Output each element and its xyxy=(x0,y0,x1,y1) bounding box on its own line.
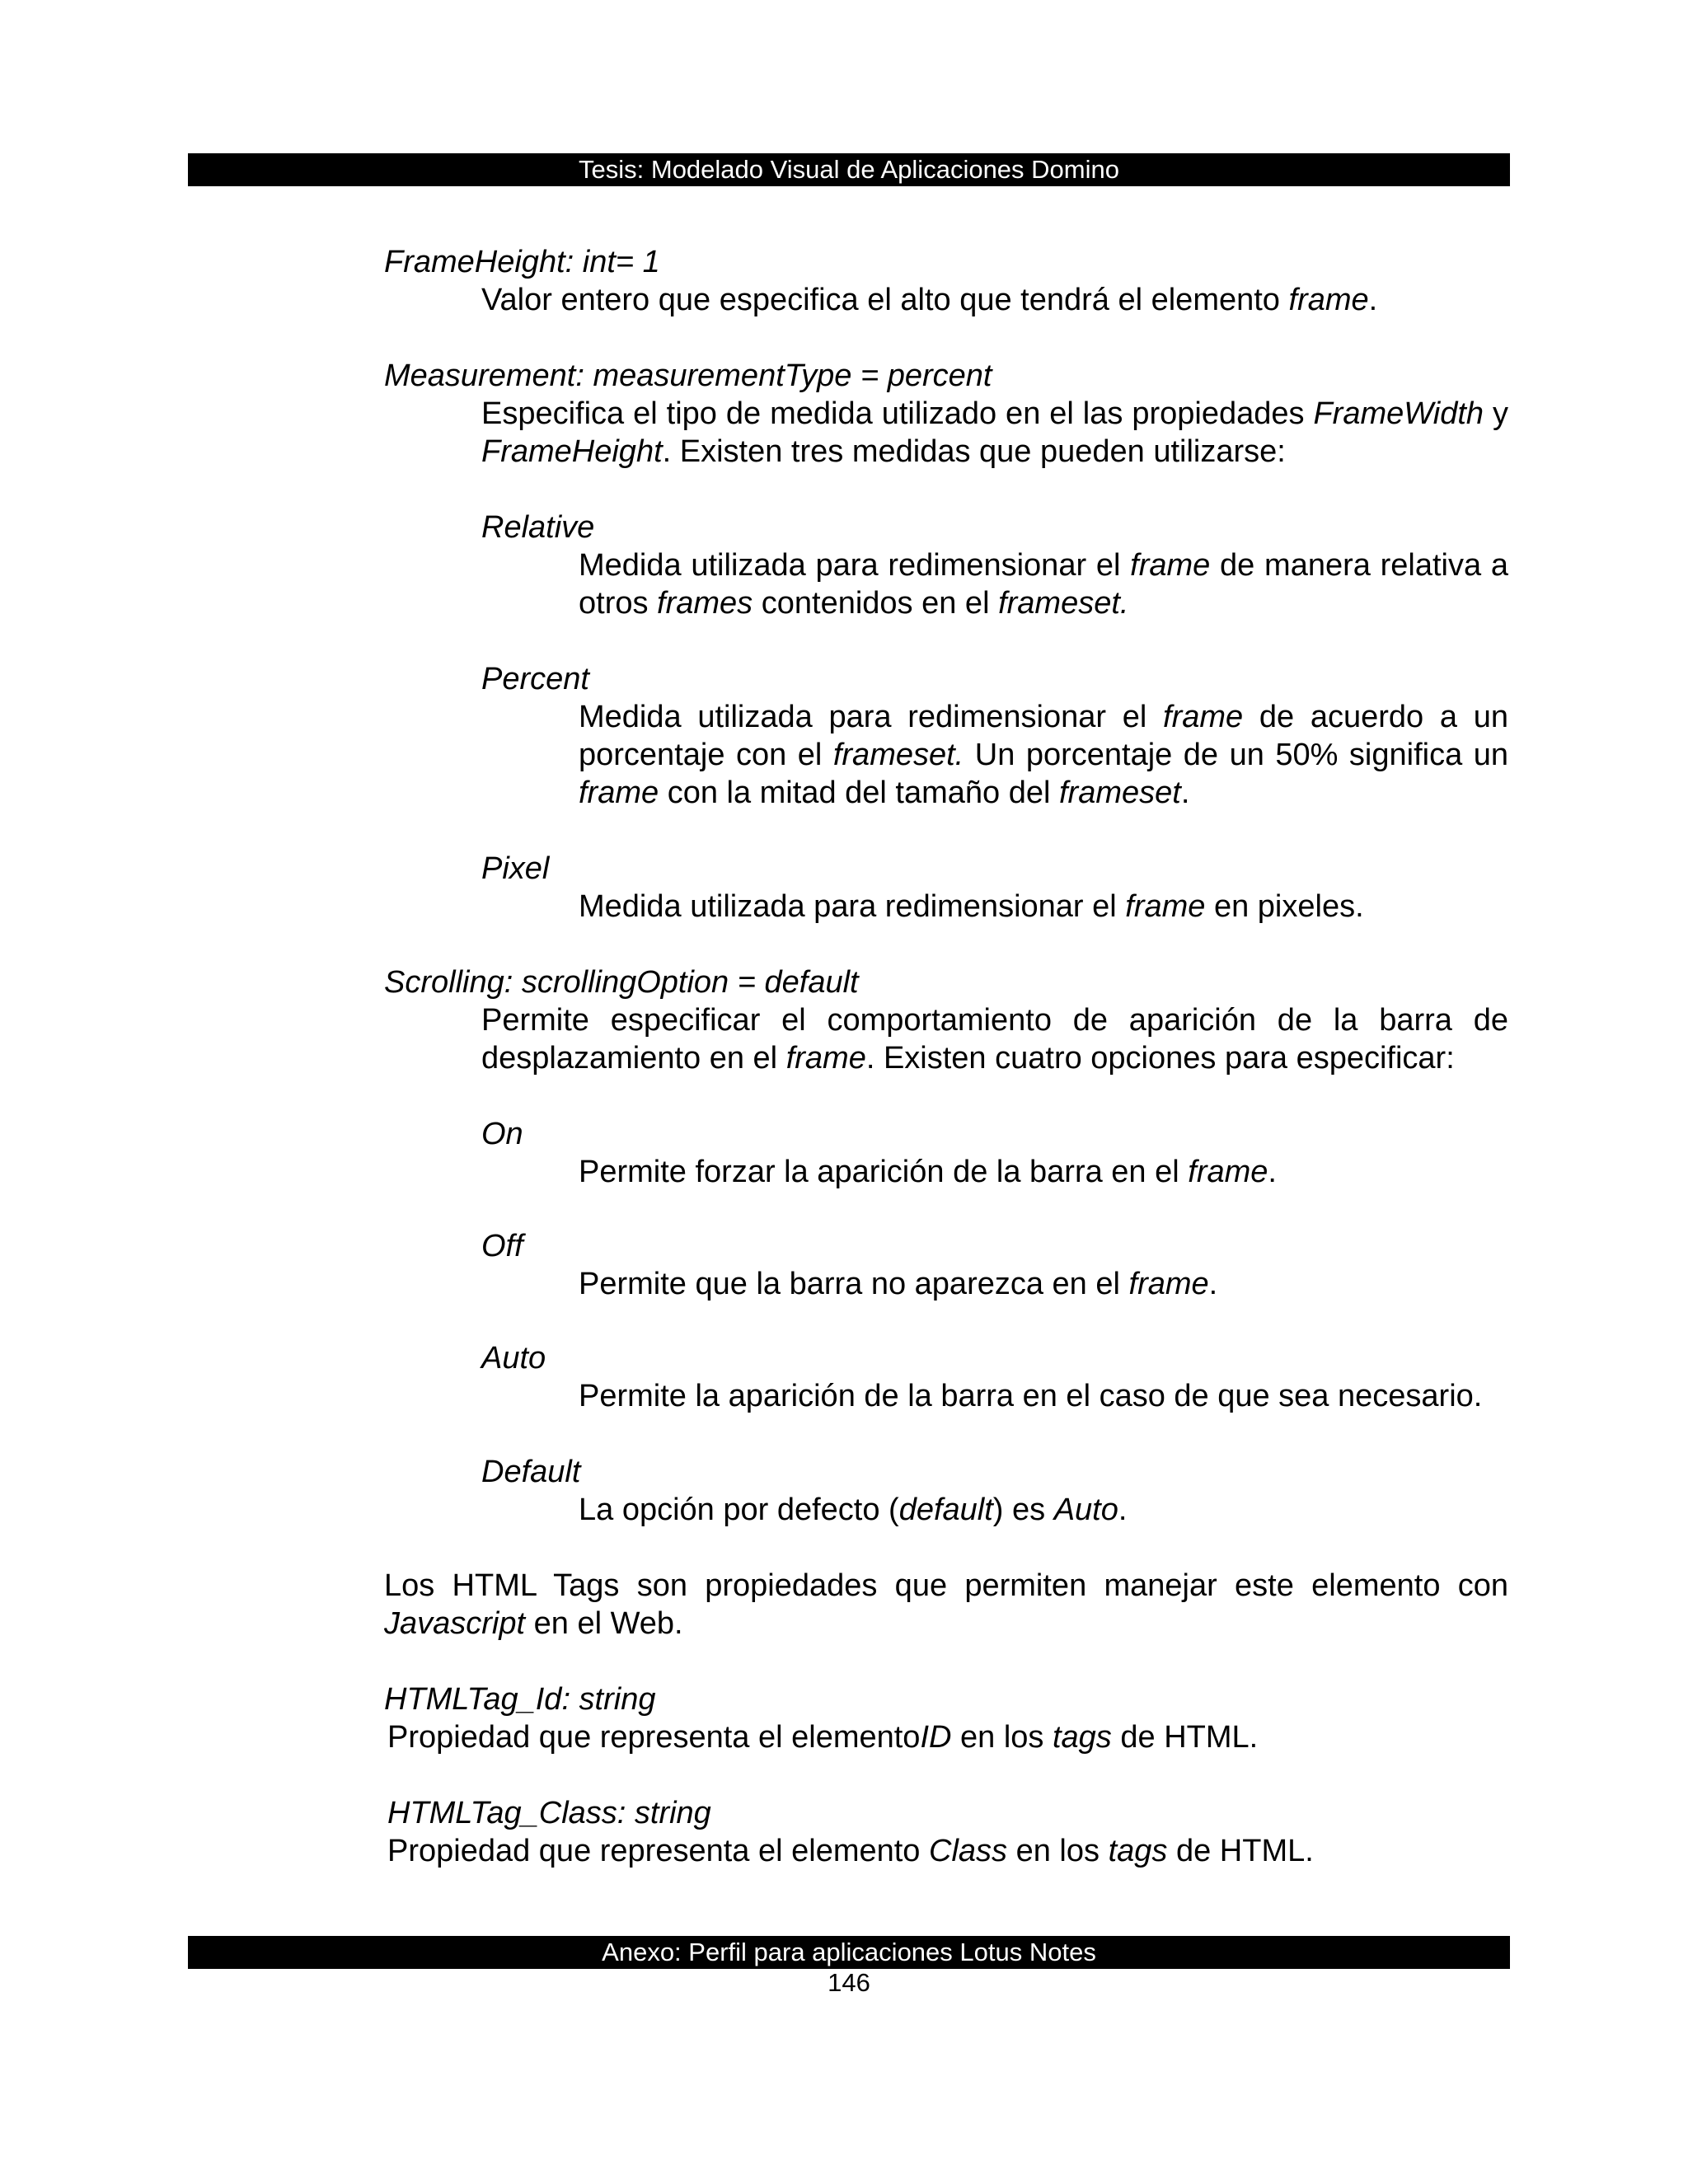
page-content xyxy=(384,243,1508,1870)
header-bar xyxy=(188,153,1510,186)
frameheight-term: FrameHeight: int= 1 xyxy=(384,245,660,279)
option-percent-name: Percent xyxy=(481,662,589,696)
option-off-name: Off xyxy=(481,1229,523,1263)
scrolling-description: Permite especificar el comportamiento de aparición de la barra de desplazamiento en el frame. Existen cuatro opciones para especificar: xyxy=(481,1003,1508,1076)
option-pixel-name: Pixel xyxy=(481,851,550,886)
html-tags-paragraph: Los HTML Tags son propiedades que permiten manejar este elemento con Javascript en el Web. xyxy=(384,1568,1508,1641)
scrolling-term: Scrolling: scrollingOption = default xyxy=(384,965,859,1000)
option-on-name: On xyxy=(481,1117,523,1151)
page-number: 146 xyxy=(828,1968,870,1997)
header-title: Tesis: Modelado Visual de Aplicaciones Domino xyxy=(579,155,1119,184)
option-relative-description: Medida utilizada para redimensionar el frame de manera relativa a otros frames contenidos en el frameset. xyxy=(579,548,1508,621)
option-relative-name: Relative xyxy=(481,510,595,545)
option-on-description: Permite forzar la aparición de la barra en el frame. xyxy=(579,1155,1277,1189)
option-auto-name: Auto xyxy=(481,1341,546,1376)
measurement-term: Measurement: measurementType = percent xyxy=(384,359,992,393)
option-default-name: Default xyxy=(481,1455,581,1489)
htmltag-id-term: HTMLTag_Id: string xyxy=(384,1682,656,1717)
frameheight-description: Valor entero que especifica el alto que tendrá el elemento frame. xyxy=(481,283,1378,317)
option-off-description: Permite que la barra no aparezca en el frame. xyxy=(579,1267,1218,1301)
htmltag-class-description: Propiedad que representa el elemento Class en los tags de HTML. xyxy=(387,1834,1314,1868)
footer-bar xyxy=(188,1936,1510,1969)
option-auto-description: Permite la aparición de la barra en el caso de que sea necesario. xyxy=(579,1379,1483,1413)
htmltag-id-description: Propiedad que representa el elementoID en los tags de HTML. xyxy=(387,1720,1259,1755)
option-default-description: La opción por defecto (default) es Auto. xyxy=(579,1493,1128,1527)
htmltag-class-term: HTMLTag_Class: string xyxy=(387,1796,711,1830)
option-percent-description: Medida utilizada para redimensionar el frame de acuerdo a un porcentaje con el frameset. Un porcentaje de un 50% significa un frame con la mitad del tamaño del frameset. xyxy=(579,700,1508,810)
option-pixel-description: Medida utilizada para redimensionar el frame en pixeles. xyxy=(579,889,1364,924)
measurement-description: Especifica el tipo de medida utilizado en el las propiedades FrameWidth y FrameHeight. Existen tres medidas que pueden utilizarse: xyxy=(481,396,1508,469)
footer-title: Anexo: Perfil para aplicaciones Lotus Notes xyxy=(602,1938,1096,1966)
